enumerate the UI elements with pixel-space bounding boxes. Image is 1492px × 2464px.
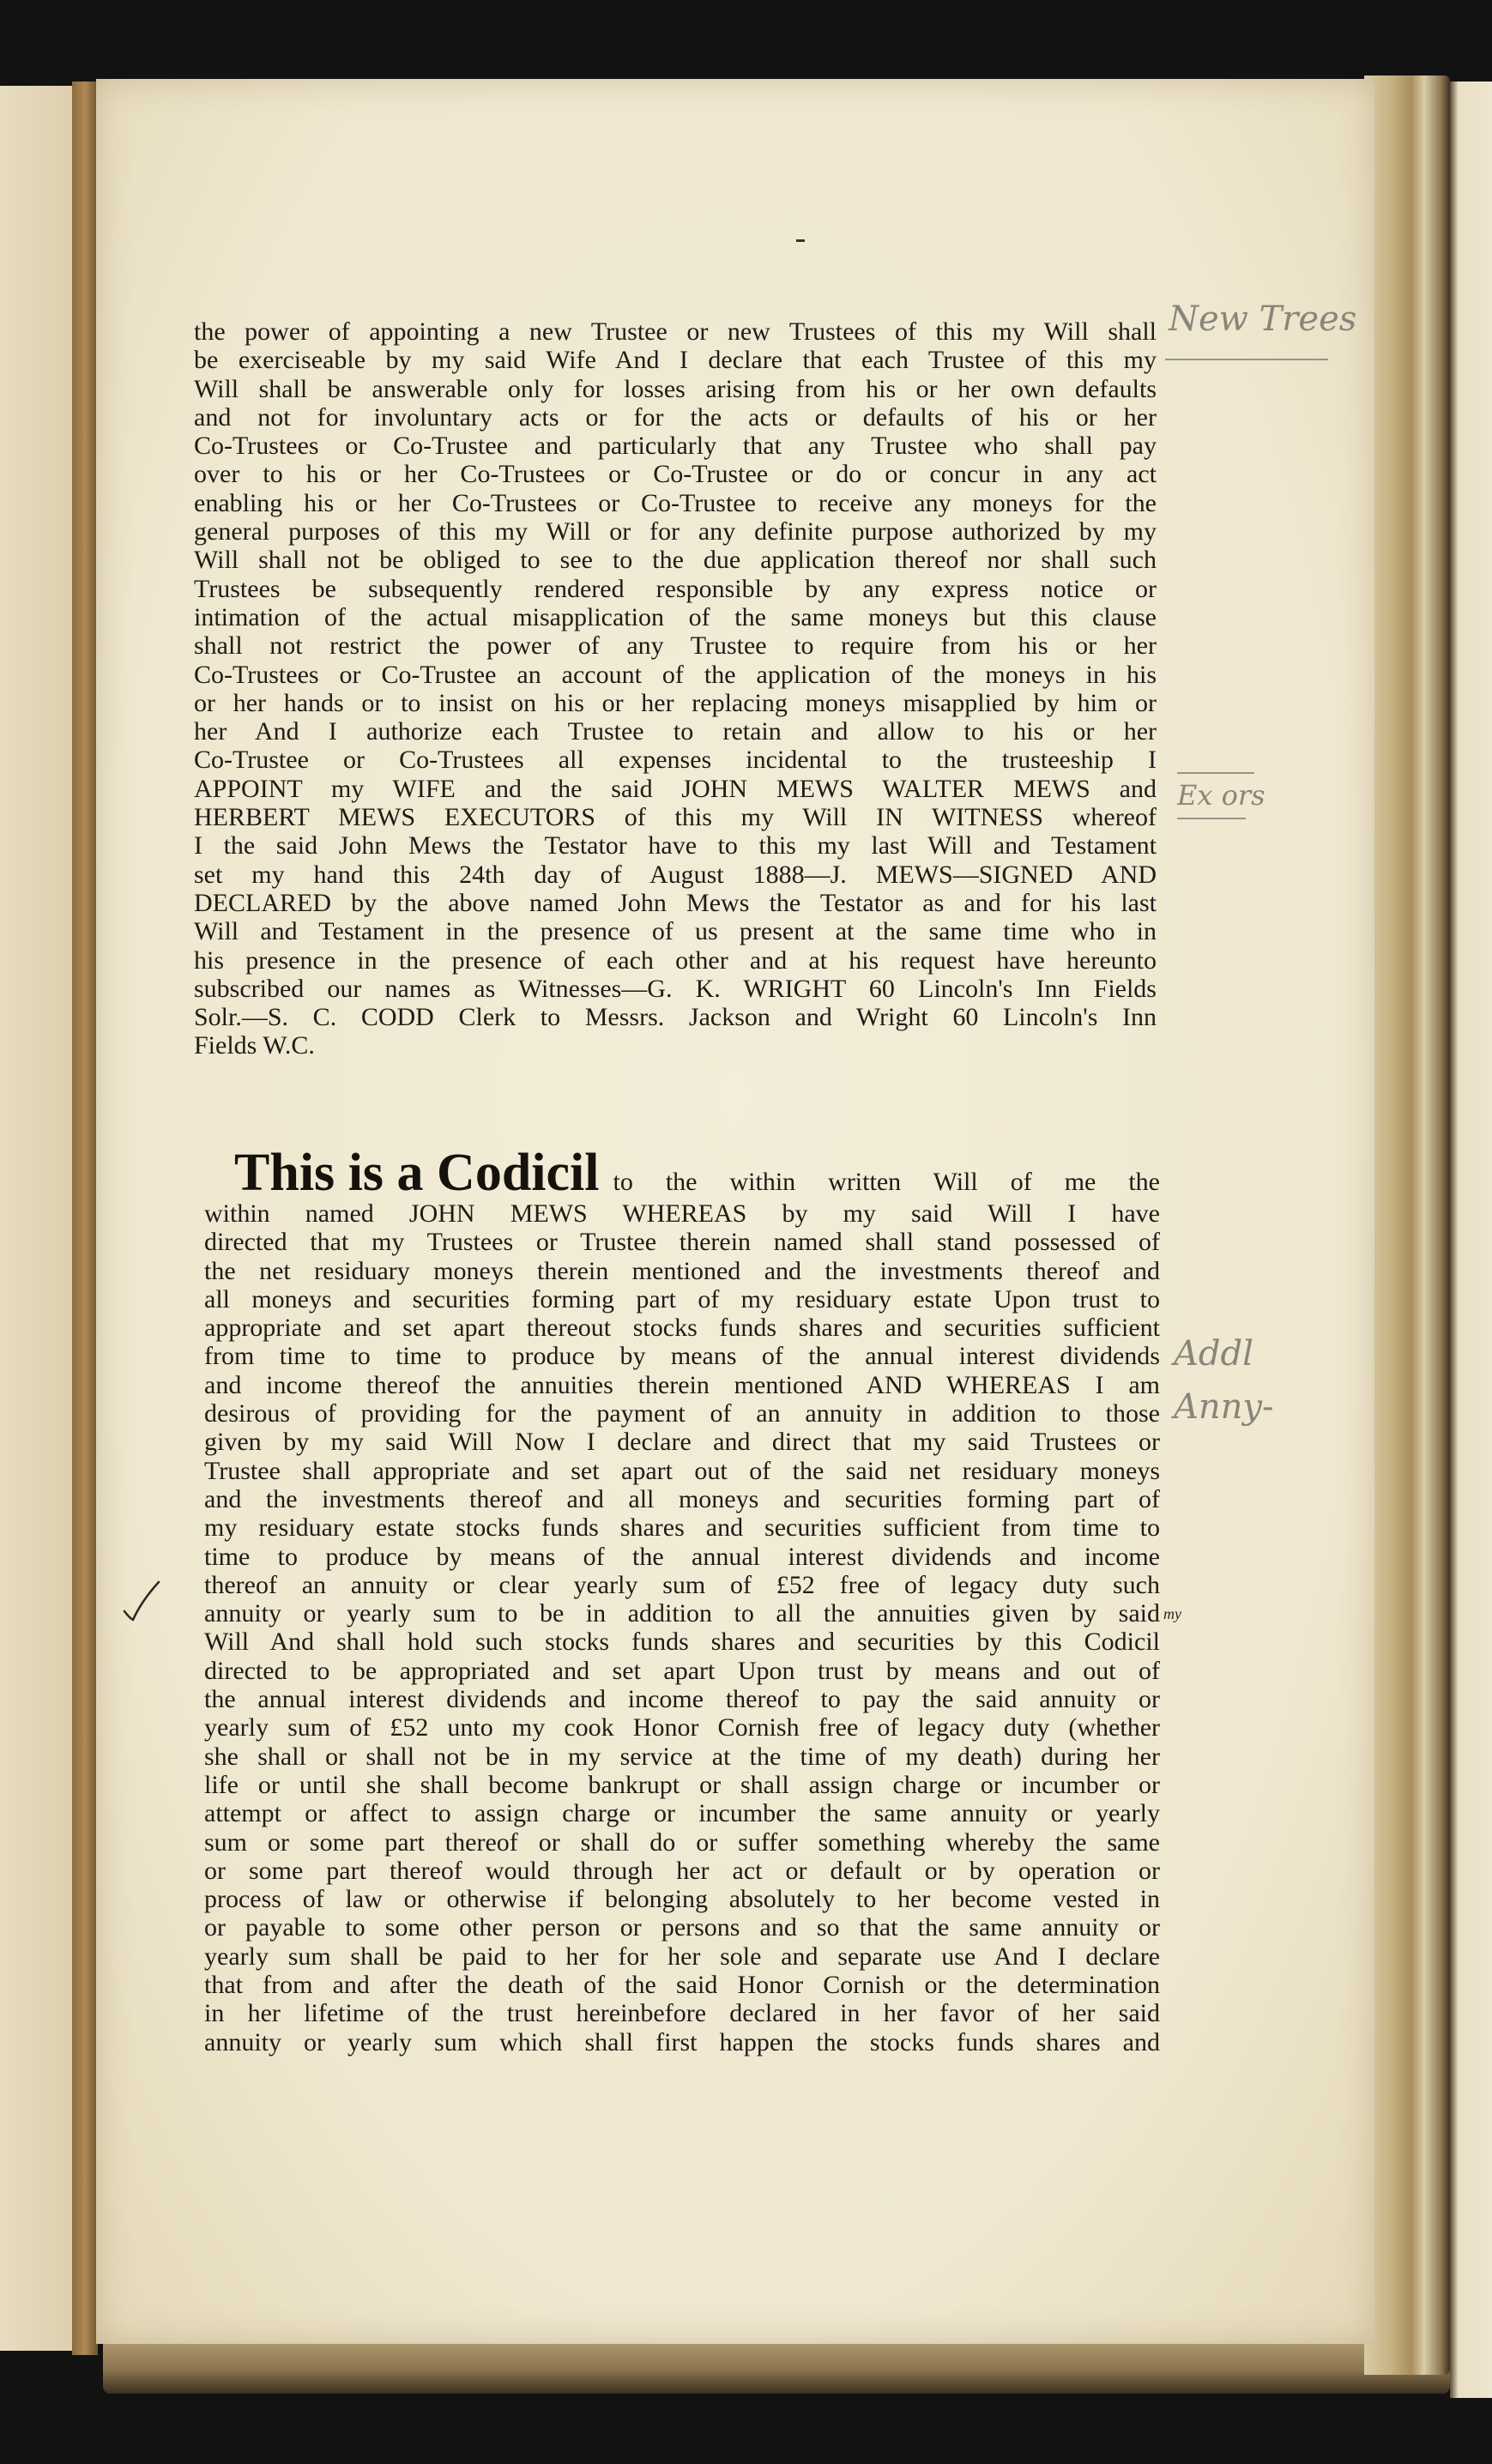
margin-rule <box>1177 818 1246 819</box>
text-line: all moneys and securities forming part of my residuary estate Upon trust to <box>204 1284 1160 1314</box>
text-line: DECLARED by the above named John Mews the Testator as and for his last <box>194 888 1157 917</box>
text-line: or her hands or to insist on his or her replacing moneys misapplied by him or <box>194 688 1157 717</box>
text-line: and the investments thereof and all moneys and securities forming part of <box>204 1484 1160 1513</box>
text-line: time to produce by means of the annual interest dividends and income <box>204 1542 1160 1571</box>
text-line: HERBERT MEWS EXECUTORS of this my Will IN WITNESS whereof <box>194 803 1157 832</box>
text-line: and not for involuntary acts or for the acts or defaults of his or her <box>194 402 1157 432</box>
margin-note-addl: Addl <box>1174 1334 1253 1374</box>
text-line: Will and Testament in the presence of us present at the same time who in <box>194 917 1157 946</box>
text-line: shall not restrict the power of any Trustee to require from his or her <box>194 631 1157 661</box>
text-line: Co-Trustee or Co-Trustees all expenses incidental to the trusteeship I <box>194 746 1157 775</box>
text-line: annuity or yearly sum to be in addition to all the annuities given by said <box>204 1599 1160 1628</box>
margin-rule <box>1177 772 1254 774</box>
text-line: over to his or her Co-Trustees or Co-Trustee or do or concur in any act <box>194 460 1157 489</box>
text-line: intimation of the actual misapplication of the same moneys but this clause <box>194 602 1157 631</box>
codicil-heading: This is a Codicil <box>234 1144 600 1202</box>
text-line: general purposes of this my Will or for any definite purpose authorized by my <box>194 517 1157 547</box>
text-line: appropriate and set apart thereout stocks funds shares and securities sufficient <box>204 1314 1160 1343</box>
text-line: directed that my Trustees or Trustee therein named shall stand possessed of <box>204 1228 1160 1257</box>
text-line: set my hand this 24th day of August 1888—J. MEWS—SIGNED AND <box>194 860 1157 889</box>
text-line: enabling his or her Co-Trustees or Co-Trustee to receive any moneys for the <box>194 488 1157 517</box>
text-line: my residuary estate stocks funds shares and securities sufficient from time to <box>204 1513 1160 1543</box>
margin-note-new-trees: New Trees <box>1169 299 1357 339</box>
text-line: the power of appointing a new Trustee or new Trustees of this my Will shall <box>194 317 1157 346</box>
text-line: life or until she shall become bankrupt or shall assign charge or incumber or <box>204 1770 1160 1799</box>
text-line: attempt or affect to assign charge or incumber the same annuity or yearly <box>204 1799 1160 1828</box>
codicil-first-line <box>204 1141 1160 1202</box>
text-line: or some part thereof would through her act or default or by operation or <box>204 1856 1160 1885</box>
text-line: his presence in the presence of each other and at his request have hereunto <box>194 945 1157 975</box>
text-line: thereof an annuity or clear yearly sum of £52 free of legacy duty such <box>204 1570 1160 1599</box>
book-binding <box>72 82 98 2355</box>
text-line: Co-Trustees or Co-Trustee and particularly that any Trustee who shall pay <box>194 432 1157 461</box>
text-line: desirous of providing for the payment of an annuity in addition to those <box>204 1399 1160 1428</box>
codicil-section <box>204 1141 1160 2056</box>
text-line: given by my said Will Now I declare and direct that my said Trustees or <box>204 1428 1160 1457</box>
text-line: the net residuary moneys therein mentioned and the investments thereof and <box>204 1256 1160 1285</box>
text-line: within named JOHN MEWS WHEREAS by my said Will I have <box>204 1199 1160 1228</box>
text-line: directed to be appropriated and set apart Upon trust by means and out of <box>204 1656 1160 1685</box>
handwritten-insert: my <box>1163 1605 1181 1622</box>
text-line: she shall or shall not be in my service at the time of my death) during her <box>204 1742 1160 1771</box>
text-line: Trustees be subsequently rendered responsible by any express notice or <box>194 574 1157 603</box>
text-line: Fields W.C. <box>194 1031 315 1060</box>
text-line: and income thereof the annuities therein mentioned AND WHEREAS I am <box>204 1370 1160 1399</box>
text-line: APPOINT my WIFE and the said JOHN MEWS WALTER MEWS and <box>194 774 1157 803</box>
check-mark-icon <box>123 1580 160 1622</box>
margin-rule <box>1165 359 1328 360</box>
text-line: or payable to some other person or persons and so that the same annuity or <box>204 1913 1160 1942</box>
text-line: Will shall not be obliged to see to the due application thereof nor shall such <box>194 546 1157 575</box>
will-text-paragraph <box>194 317 1157 1060</box>
text-line: her And I authorize each Trustee to retain and allow to his or her <box>194 717 1157 746</box>
top-mark <box>796 239 805 242</box>
adjacent-right-page <box>1450 82 1492 2398</box>
page-edges-stack <box>1364 75 1450 2375</box>
codicil-body <box>204 1199 1160 2056</box>
text-line: Co-Trustees or Co-Trustee an account of the application of the moneys in his <box>194 660 1157 689</box>
adjacent-left-page <box>0 86 74 2351</box>
text-line: subscribed our names as Witnesses—G. K. WRIGHT 60 Lincoln's Inn Fields <box>194 974 1157 1003</box>
text-line: in her lifetime of the trust hereinbefore declared in her favor of her said <box>204 1999 1160 2028</box>
margin-note-exors: Ex ors <box>1177 779 1265 812</box>
text-line: Solr.—S. C. CODD Clerk to Messrs. Jackson and Wright 60 Lincoln's Inn <box>194 1003 1157 1032</box>
text-line: be exerciseable by my said Wife And I declare that each Trustee of this my <box>194 346 1157 375</box>
text-line: that from and after the death of the said Honor Cornish or the determination <box>204 1971 1160 2000</box>
codicil-first-line-text: to the within written Will of me the <box>613 1168 1160 1196</box>
text-line: Will shall be answerable only for losses arising from his or her own defaults <box>194 374 1157 403</box>
text-line: yearly sum of £52 unto my cook Honor Cornish free of legacy duty (whether <box>204 1713 1160 1742</box>
text-line: Will And shall hold such stocks funds shares and securities by this Codicil <box>204 1628 1160 1657</box>
text-line: I the said John Mews the Testator have to this my last Will and Testament <box>194 831 1157 861</box>
text-line: annuity or yearly sum which shall first happen the stocks funds shares and <box>204 2027 1160 2056</box>
text-line: sum or some part thereof or shall do or suffer something whereby the same <box>204 1827 1160 1857</box>
text-line: Trustee shall appropriate and set apart out of the said net residuary moneys <box>204 1456 1160 1485</box>
text-line: process of law or otherwise if belonging absolutely to her become vested in <box>204 1885 1160 1914</box>
text-line: the annual interest dividends and income thereof to pay the said annuity or <box>204 1685 1160 1714</box>
text-line: from time to time to produce by means of the annual interest dividends <box>204 1342 1160 1371</box>
text-line: yearly sum shall be paid to her for her sole and separate use And I declare <box>204 1942 1160 1971</box>
margin-note-anny: Anny- <box>1174 1387 1274 1427</box>
